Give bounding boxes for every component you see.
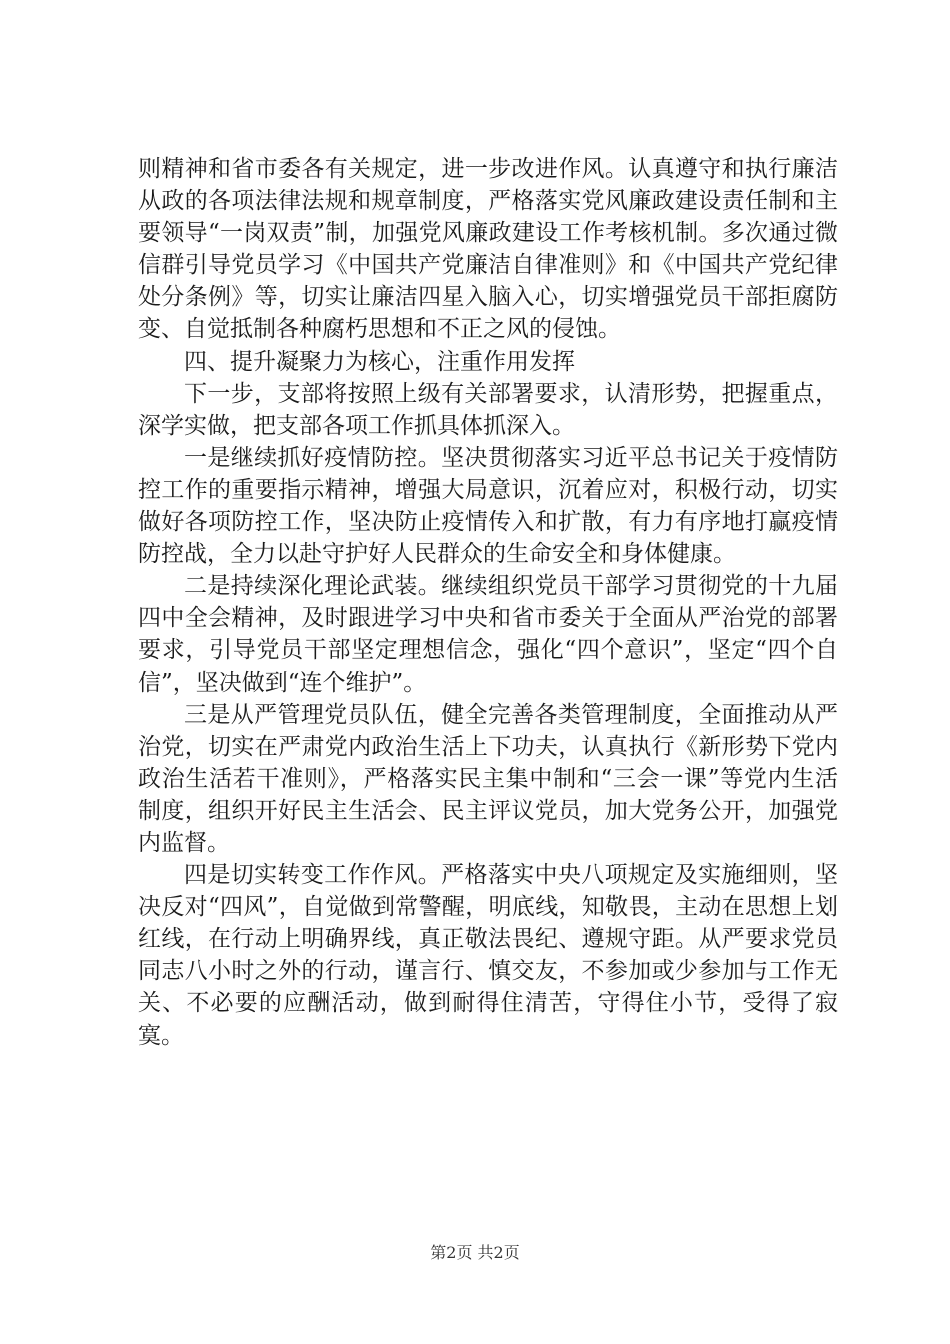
paragraph: 三是从严管理党员队伍，健全完善各类管理制度，全面推动从严治党，切实在严肃党内政治生活上下功夫，认真执行《新形势下党内政治生活若干准则》，严格落实民主集中制和“三会一课”等党内生活制度，组织开好民主生活会、民主评议党员，加大党务公开，加强党内监督。 — [138, 701, 838, 856]
paragraph: 一是继续抓好疫情防控。坚决贯彻落实习近平总书记关于疫情防控工作的重要指示精神，增强大局意识，沉着应对，积极行动，切实做好各项防控工作，坚决防止疫情传入和扩散，有力有序地打赢疫情防控战，全力以赴守护好人民群众的生命安全和身体健康。 — [138, 444, 838, 568]
paragraph: 四是切实转变工作作风。严格落实中央八项规定及实施细则，坚决反对“四风”，自觉做到常警醒，明底线，知敬畏，主动在思想上划红线，在行动上明确界线，真正敬法畏纪、遵规守距。从严要求党员同志八小时之外的行动，谨言行、慎交友，不参加或少参加与工作无关、不必要的应酬活动，做到耐得住清苦，守得住小节，受得了寂寞。 — [138, 862, 838, 1049]
document-body — [138, 153, 838, 1052]
paragraph: 二是持续深化理论武装。继续组织党员干部学习贯彻党的十九届四中全会精神，及时跟进学习中央和省市委关于全面从严治党的部署要求，引导党员干部坚定理想信念，强化“四个意识”，坚定“四个自信”，坚决做到“连个维护”。 — [138, 573, 838, 696]
paragraph-continuation: 则精神和省市委各有关规定，进一步改进作风。认真遵守和执行廉洁从政的各项法律法规和规章制度，严格落实党风廉政建设责任制和主要领导“一岗双责”制，加强党风廉政建设工作考核机制。多次通过微信群引导党员学习《中国共产党廉洁自律准则》和《中国共产党纪律处分条例》等，切实让廉洁四星入脑入心，切实增强党员干部拒腐防变、自觉抵制各种腐朽思想和不正之风的侵蚀。 — [138, 156, 838, 343]
paragraph: 下一步，支部将按照上级有关部署要求，认清形势，把握重点，深学实做，把支部各项工作抓具体抓深入。 — [138, 380, 838, 439]
page-footer: 第2页 共2页 — [430, 1243, 520, 1262]
section-heading: 四、提升凝聚力为核心，注重作用发挥 — [184, 348, 575, 375]
